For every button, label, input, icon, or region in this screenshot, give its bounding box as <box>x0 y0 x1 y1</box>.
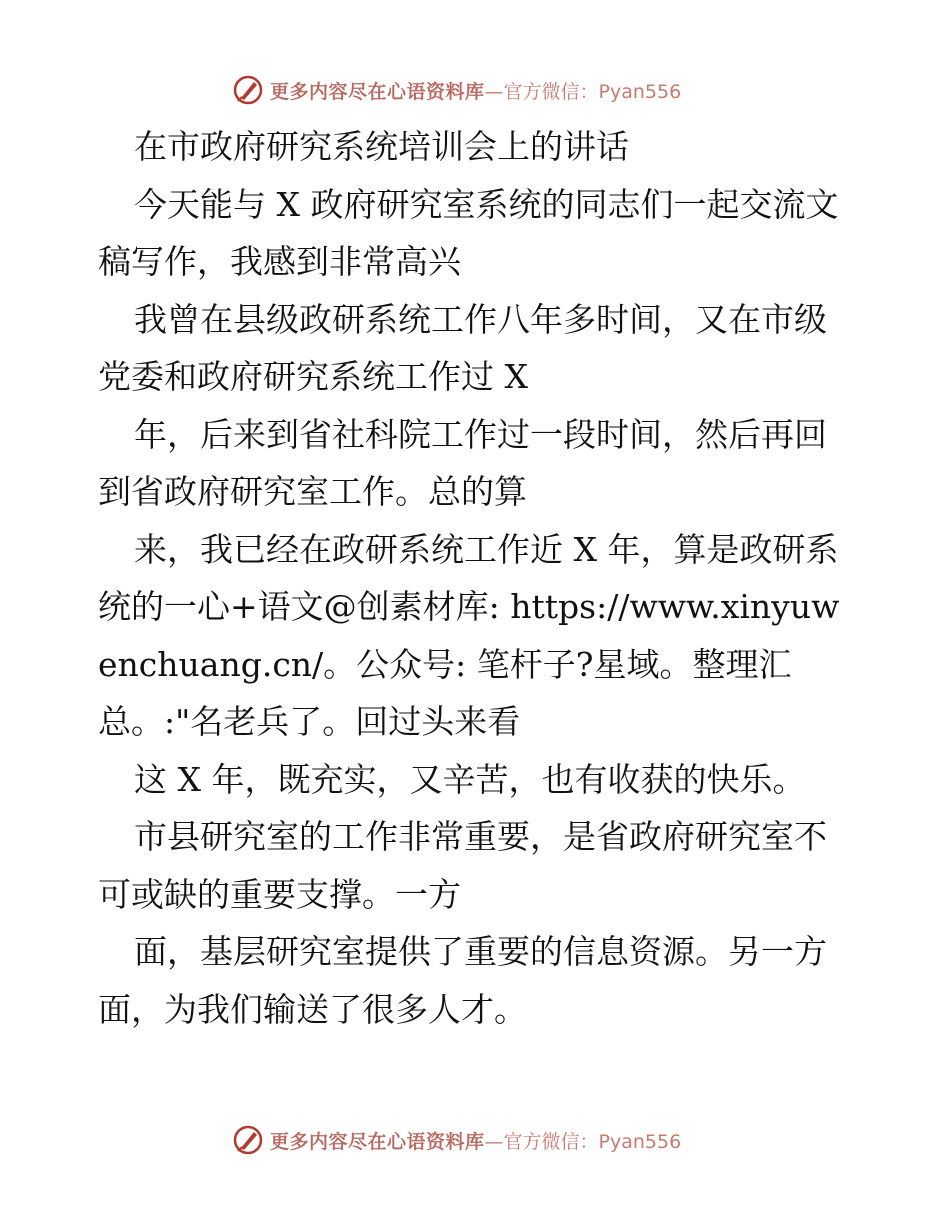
watermark-text: 更多内容尽在心语资料库 <box>270 80 485 103</box>
quill-logo-icon <box>232 74 264 106</box>
paragraph: 面，基层研究室提供了重要的信息资源。另一方面，为我们输送了很多人才。 <box>98 932 827 1029</box>
watermark-text: 更多内容尽在心语资料库 <box>270 1130 485 1153</box>
paragraph: 今天能与 X 政府研究室系统的同志们一起交流文稿写作，我感到非常高兴 <box>98 184 839 281</box>
watermark-contact: —官方微信：Pyan556 <box>484 1130 682 1153</box>
paragraph: 年，后来到省社科院工作过一段时间，然后再回到省政府研究室工作。总的算 <box>98 414 827 511</box>
document-body <box>98 118 856 1038</box>
paragraph: 来，我已经在政研系统工作近 X 年，算是政研系统的一心+语文@创素材库: https://www.xinyuwenchuang.cn/。公众号: 笔杆子?星域。整理汇总。:"名老兵了。回过头来看 <box>98 529 840 741</box>
paragraph: 市县研究室的工作非常重要，是省政府研究室不可或缺的重要支撑。一方 <box>98 817 827 914</box>
header-watermark <box>232 72 712 108</box>
footer-watermark <box>232 1122 712 1158</box>
document-title: 在市政府研究系统培训会上的讲话 <box>134 127 629 166</box>
paragraph: 我曾在县级政研系统工作八年多时间，又在市级党委和政府研究系统工作过 X <box>98 299 827 396</box>
watermark-contact: —官方微信：Pyan556 <box>484 80 682 103</box>
quill-logo-icon <box>232 1124 264 1156</box>
paragraph: 这 X 年，既充实，又辛苦，也有收获的快乐。 <box>134 759 806 799</box>
